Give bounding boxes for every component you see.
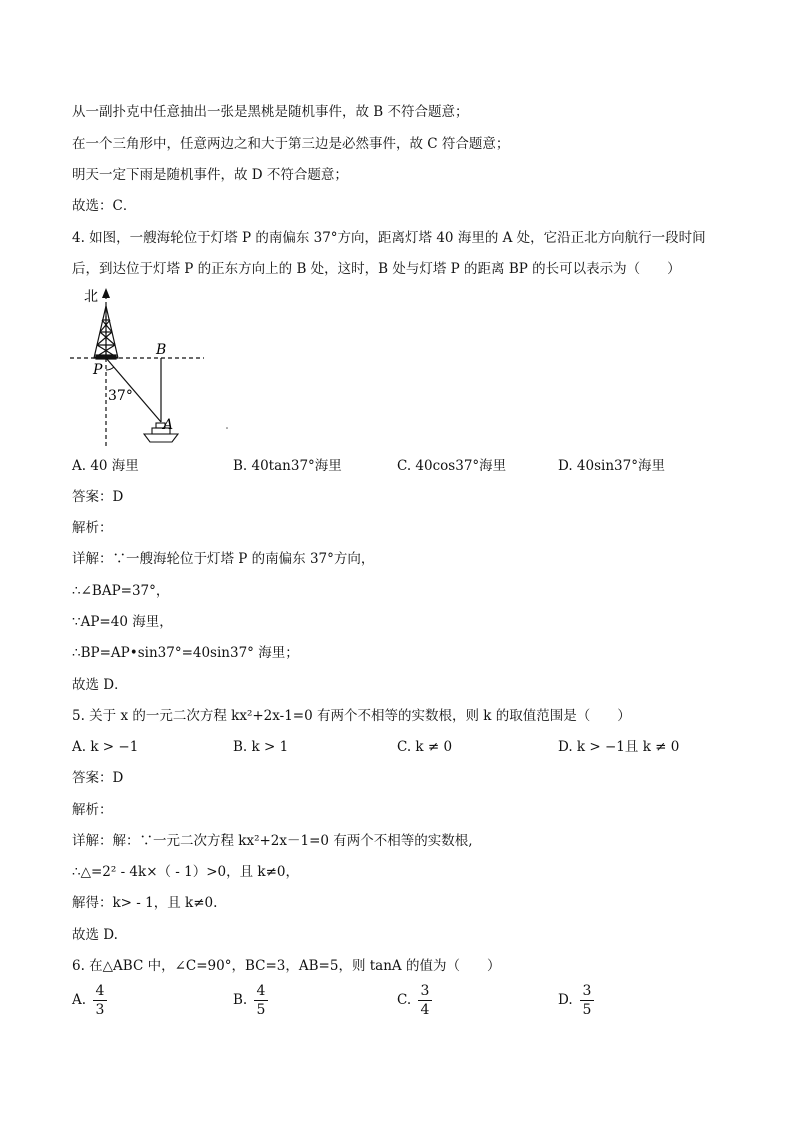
q4-option-b[interactable]: B. 40tan37°海里 bbox=[233, 458, 342, 474]
solution-choose: 故选：C． bbox=[72, 198, 137, 214]
q4-detail-4: ∴BP=AP•sin37°=40sin37° 海里； bbox=[72, 645, 299, 661]
label-p: P bbox=[93, 362, 103, 378]
label-angle: 37° bbox=[108, 388, 133, 404]
q6-option-c-letter[interactable]: C. bbox=[397, 992, 412, 1008]
q5-detail-1: 详解：解：∵一元二次方程 kx²+2x－1=0 有两个不相等的实数根, bbox=[72, 833, 473, 849]
q4-detail-2: ∴∠BAP=37°， bbox=[72, 583, 170, 599]
q5-option-d[interactable]: D. k > −1且 k ≠ 0 bbox=[558, 739, 680, 755]
solution-line-d: 明天一定下雨是随机事件，故 D 不符合题意； bbox=[72, 167, 348, 183]
solution-line-b: 从一副扑克中任意抽出一张是黑桃是随机事件，故 B 不符合题意； bbox=[72, 104, 469, 120]
numerator: 4 bbox=[95, 983, 105, 999]
q5-option-c[interactable]: C. k ≠ 0 bbox=[397, 739, 453, 755]
q6-option-a-fraction[interactable] bbox=[93, 983, 107, 1018]
label-b: B bbox=[156, 342, 167, 358]
q4-detail-1: 详解：∵一艘海轮位于灯塔 P 的南偏东 37°方向， bbox=[72, 551, 375, 567]
q6-option-b-fraction[interactable] bbox=[254, 983, 268, 1018]
solution-line-c: 在一个三角形中，任意两边之和大于第三边是必然事件，故 C 符合题意； bbox=[72, 136, 510, 152]
q4-stem-line2: 后，到达位于灯塔 P 的正东方向上的 B 处，这时，B 处与灯塔 P 的距离 BP 的长可以表示为（ ） bbox=[72, 261, 681, 277]
q4-analysis: 解析： bbox=[72, 520, 113, 536]
q4-option-c[interactable]: C. 40cos37°海里 bbox=[397, 458, 507, 474]
q4-stem-line1: 4. 如图，一艘海轮位于灯塔 P 的南偏东 37°方向，距离灯塔 40 海里的 A 处，它沿正北方向航行一段时间 bbox=[72, 230, 706, 246]
q6-option-d-fraction[interactable] bbox=[580, 983, 594, 1018]
north-arrow-icon bbox=[102, 288, 110, 298]
q5-analysis: 解析： bbox=[72, 802, 113, 818]
q5-stem: 5. 关于 x 的一元二次方程 kx²+2x-1=0 有两个不相等的实数根，则 k 的取值范围是（ ） bbox=[72, 708, 631, 724]
q6-stem: 6. 在△ABC 中，∠C=90°，BC=3，AB=5，则 tanA 的值为（ ） bbox=[72, 958, 501, 974]
denominator: 3 bbox=[95, 1002, 105, 1018]
q4-answer: 答案：D bbox=[72, 489, 124, 505]
numerator: 4 bbox=[256, 983, 266, 999]
q4-option-a[interactable]: A. 40 海里 bbox=[72, 458, 139, 474]
denominator: 5 bbox=[582, 1002, 592, 1018]
north-label: 北 bbox=[84, 289, 98, 305]
q6-option-b-letter[interactable]: B. bbox=[233, 992, 248, 1008]
q5-option-b[interactable]: B. k > 1 bbox=[233, 739, 289, 755]
q6-option-d-letter[interactable]: D. bbox=[558, 992, 573, 1008]
lighthouse-icon bbox=[94, 306, 118, 359]
numerator: 3 bbox=[582, 983, 592, 999]
q4-detail-3: ∵AP=40 海里， bbox=[72, 614, 173, 630]
q5-answer: 答案：D bbox=[72, 770, 124, 786]
q5-detail-3: 解得：k> - 1，且 k≠0. bbox=[72, 895, 218, 911]
q4-figure bbox=[66, 282, 236, 448]
q5-choose: 故选 D. bbox=[72, 927, 118, 943]
angle-arc bbox=[106, 367, 114, 370]
q6-option-a-letter[interactable]: A. bbox=[72, 992, 87, 1008]
q4-option-d[interactable]: D. 40sin37°海里 bbox=[558, 458, 665, 474]
q6-option-c-fraction[interactable] bbox=[418, 983, 432, 1018]
denominator: 4 bbox=[420, 1002, 430, 1018]
q5-detail-2: ∴△=2² - 4k×（ - 1）>0，且 k≠0， bbox=[72, 864, 300, 880]
numerator: 3 bbox=[420, 983, 430, 999]
q4-choose: 故选 D． bbox=[72, 677, 128, 693]
label-a: A bbox=[163, 417, 174, 433]
q5-option-a[interactable]: A. k > −1 bbox=[72, 739, 139, 755]
denominator: 5 bbox=[256, 1002, 266, 1018]
